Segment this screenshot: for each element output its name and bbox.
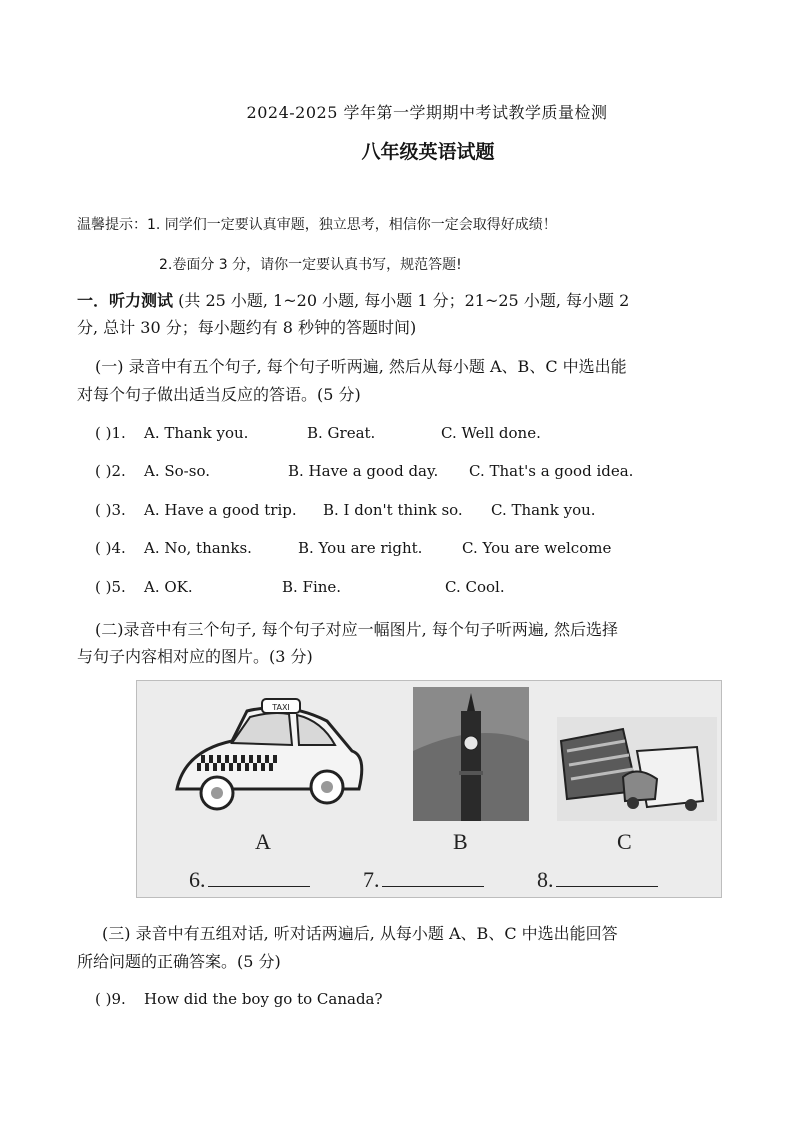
option-b: B. Fine. bbox=[282, 578, 342, 596]
blank-number: 8. bbox=[537, 867, 554, 892]
answer-blank-6[interactable] bbox=[189, 867, 310, 893]
exam-title: 2024-2025 学年第一学期期中考试教学质量检测 bbox=[246, 103, 608, 122]
part-2-line-1: (二)录音中有三个句子, 每个句子对应一幅图片, 每个句子听两遍, 然后选择 bbox=[95, 620, 619, 639]
option-b: B. I don't think so. bbox=[323, 501, 463, 519]
picture-label-c: C bbox=[617, 829, 632, 854]
option-a: A. Have a good trip. bbox=[144, 501, 297, 519]
part-2-line-2: 与句子内容相对应的图片。(3 分) bbox=[77, 647, 313, 666]
option-b: B. Have a good day. bbox=[288, 462, 439, 480]
question-number[interactable]: ( )1. bbox=[95, 424, 126, 442]
question-number[interactable]: ( )2. bbox=[95, 462, 126, 480]
question-number[interactable]: ( )4. bbox=[95, 539, 126, 557]
option-c: C. Well done. bbox=[441, 424, 541, 442]
answer-blank-8[interactable] bbox=[537, 867, 658, 893]
question-text: How did the boy go to Canada? bbox=[144, 990, 383, 1008]
part-1-instructions-2 bbox=[77, 381, 729, 408]
taxi-icon bbox=[177, 699, 362, 809]
big-ben-icon bbox=[413, 687, 529, 821]
section-1-desc-2: 分, 总计 30 分；每小题约有 8 秒钟的答题时间) bbox=[77, 318, 417, 337]
paper-title: 八年级英语试题 bbox=[361, 141, 495, 163]
part-3-line-1: (三) 录音中有五组对话, 听对话两遍后, 从每小题 A、B、C 中选出能回答 bbox=[102, 924, 618, 943]
option-a: A. Thank you. bbox=[144, 424, 249, 442]
option-c: C. That's a good idea. bbox=[469, 462, 634, 480]
section-1-desc-1: (共 25 小题, 1~20 小题, 每小题 1 分；21~25 小题, 每小题 2 bbox=[178, 291, 630, 310]
picture-panel bbox=[136, 680, 722, 898]
option-a: A. No, thanks. bbox=[144, 539, 252, 557]
part-1-line-2: 对每个句子做出适当反应的答语。(5 分) bbox=[77, 385, 361, 404]
option-a: A. So-so. bbox=[144, 462, 210, 480]
section-1-heading bbox=[77, 287, 729, 341]
answer-blank-7[interactable] bbox=[363, 867, 484, 893]
option-c: C. You are welcome bbox=[462, 539, 612, 557]
blank-number: 7. bbox=[363, 867, 380, 892]
section-1-title: 一．听力测试 bbox=[77, 291, 174, 310]
part-2-instructions-2 bbox=[77, 643, 729, 670]
question-number[interactable]: ( )5. bbox=[95, 578, 126, 596]
blank-number: 6. bbox=[189, 867, 206, 892]
picture-label-b: B bbox=[453, 829, 468, 854]
question-number[interactable]: ( )3. bbox=[95, 501, 126, 519]
option-c: C. Cool. bbox=[445, 578, 505, 596]
part-3-instructions-2 bbox=[77, 948, 729, 975]
option-b: B. You are right. bbox=[298, 539, 423, 557]
taxi-sign-text: TAXI bbox=[272, 703, 290, 712]
picture-label-a: A bbox=[255, 829, 271, 854]
car-accident-icon bbox=[557, 717, 717, 821]
tip-line-1: 温馨提示：1. 同学们一定要认真审题，独立思考，相信你一定会取得好成绩！ bbox=[77, 217, 557, 233]
part-3-instructions bbox=[102, 920, 727, 947]
part-1-instructions bbox=[95, 353, 725, 380]
option-a: A. OK. bbox=[144, 578, 193, 596]
question-number[interactable]: ( )9. bbox=[95, 990, 126, 1008]
part-3-line-2: 所给问题的正确答案。(5 分) bbox=[77, 952, 281, 971]
part-2-instructions bbox=[95, 616, 725, 643]
part-1-line-1: (一) 录音中有五个句子, 每个句子听两遍, 然后从每小题 A、B、C 中选出能 bbox=[95, 357, 627, 376]
tip-line-2: 2.卷面分 3 分，请你一定要认真书写，规范答题! bbox=[159, 257, 462, 273]
option-b: B. Great. bbox=[307, 424, 376, 442]
option-c: C. Thank you. bbox=[491, 501, 596, 519]
